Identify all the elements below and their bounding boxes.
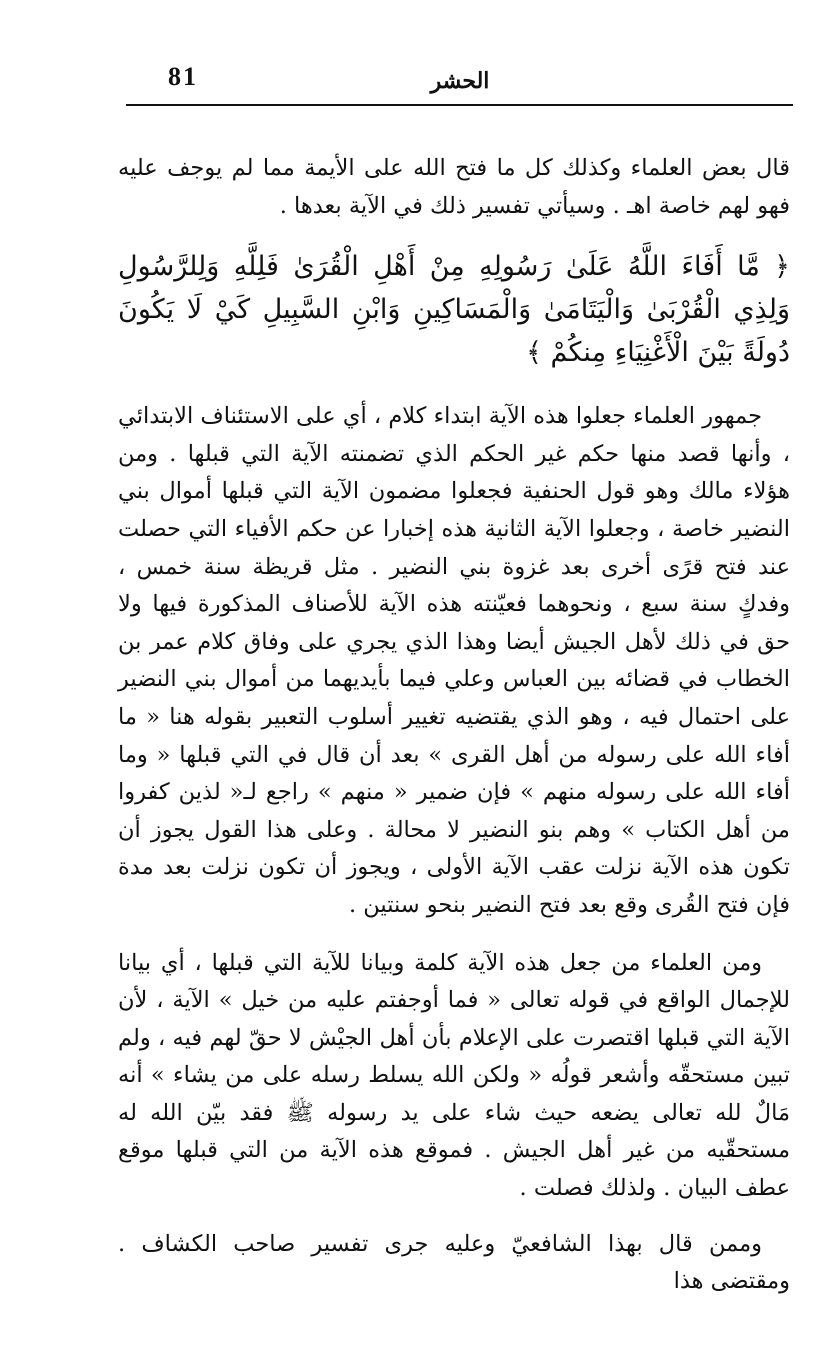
page-number: 81 xyxy=(168,62,198,91)
page-body xyxy=(118,150,790,1301)
paragraph-majority-view: جمهور العلماء جعلوا هذه الآية ابتداء كلام ، أي على الاستئناف الابتدائي ، وأنها قصد منها حكم غير الحكم الذي تضمنته الآية التي قبلها . ومن هؤلاء مالك وهو قول الحنفية فجعلوا مضمون الآية التي قبلها أموال بني النضير خاصة ، وجعلوا الآية الثانية هذه إخبارا عن حكم الأفياء التي حصلت عند فتح قرًى أخرى بعد غزوة بني النضير . مثل قريظة سنة خمس ، وفدكٍ سنة سبع ، ونحوهما فعيّنته هذه الآية للأصناف المذكورة فيها ولا حق في ذلك لأهل الجيش أيضا وهذا الذي يجري على وفاق كلام عمر بن الخطاب في قضائه بين العباس وعلي فيما بأيديهما من أموال بني النضير على احتمال فيه ، وهو الذي يقتضيه تغيير أسلوب التعبير بقوله هنا « ما أفاء الله على رسوله من أهل القرى » بعد أن قال في التي قبلها « وما أفاء الله على رسوله منهم » فإن ضمير « منهم » راجع لـ« لذين كفروا من أهل الكتاب » وهم بنو النضير لا محالة . وعلى هذا القول يجوز أن تكون هذه الآية نزلت عقب الآية الأولى ، ويجوز أن تكون نزلت بعد مدة فإن فتح القُرى وقع بعد فتح النضير بنحو سنتين . xyxy=(118,403,790,918)
paragraph-shafii-view: وممن قال بهذا الشافعيّ وعليه جرى تفسير صاحب الكشاف . ومقتضى هذا xyxy=(118,1230,790,1295)
header-rule xyxy=(126,104,793,106)
quran-verse: ﴿ مَّا أَفَاءَ اللَّهُ عَلَىٰ رَسُولِهِ مِنْ أَهْلِ الْقُرَىٰ فَلِلَّهِ وَلِلرَّسُولِ وَلِذِي الْقُرْبَىٰ وَالْيَتَامَىٰ وَالْمَسَاكِينِ وَابْنِ السَّبِيلِ كَيْ لَا يَكُونَ دُولَةً بَيْنَ الْأَغْنِيَاءِ مِنكُمْ ﴾ xyxy=(118,251,790,369)
paragraph-explanation-view: ومن العلماء من جعل هذه الآية كلمة وبيانا للآية التي قبلها ، أي بيانا للإجمال الواقع في قوله تعالى « فما أوجفتم عليه من خيل » الآية ، لأن الآية التي قبلها اقتصرت على الإعلام بأن أهل الجيْش لا حقّ لهم فيه ، ولم تبين مستحقّه وأشعر قولُه « ولكن الله يسلط رسله على من يشاء » أنه مَالٌ لله تعالى يضعه حيث شاء على يد رسوله ﷺ فقد بيّن الله له مستحقّيه من غير أهل الجيش . فموقع هذه الآية من التي قبلها موقع عطف البيان . ولذلك فصلت . xyxy=(118,949,790,1202)
running-title: الحشر xyxy=(430,68,490,94)
paragraph-intro: قال بعض العلماء وكذلك كل ما فتح الله على الأيمة مما لم يوجف عليه فهو لهم خاصة اهـ . وسيأتي تفسير ذلك في الآية بعدها . xyxy=(118,155,790,219)
